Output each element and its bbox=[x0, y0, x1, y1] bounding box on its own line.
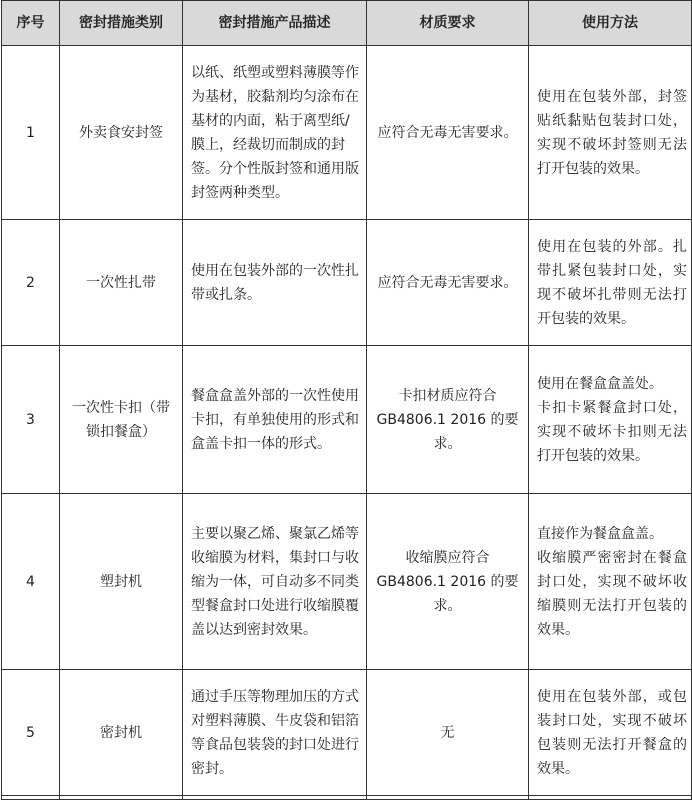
row-partial-cell bbox=[60, 796, 183, 800]
row-usage-text: 使用在包装外部，封签贴纸黏贴包装封口处，实现不破坏封签则无法打开包装的效果。 bbox=[537, 88, 687, 177]
row-usage bbox=[529, 346, 692, 494]
table-row bbox=[2, 46, 692, 220]
row-category-text: 塑封机 bbox=[100, 573, 142, 590]
row-material-text: 卡扣材质应符合GB4806.1 2016 的要求。 bbox=[376, 387, 519, 452]
row-material-text: 无 bbox=[440, 724, 455, 741]
table-row bbox=[2, 670, 692, 796]
row-description-text: 以纸、纸塑或塑料薄膜等作为基材，胶黏剂均匀涂布在基材的内面，粘于离型纸/膜上，经裁切而制成的封签。分个性版封签和通用版封签两种类型。 bbox=[191, 64, 359, 201]
row-material bbox=[367, 220, 529, 346]
header-category: 密封措施类别 bbox=[60, 1, 183, 46]
row-description bbox=[183, 220, 367, 346]
row-material-text: 收缩膜应符合GB4806.1 2016 的要求。 bbox=[376, 549, 519, 614]
row-number: 4 bbox=[2, 494, 60, 670]
row-material bbox=[367, 494, 529, 670]
row-usage bbox=[529, 220, 692, 346]
row-category bbox=[60, 670, 183, 796]
row-material bbox=[367, 670, 529, 796]
row-description-text: 使用在包装外部的一次性扎带或扎条。 bbox=[191, 262, 359, 303]
row-category-text: 一次性扎带 bbox=[86, 274, 156, 291]
header-no: 序号 bbox=[2, 1, 60, 46]
table-row bbox=[2, 346, 692, 494]
row-material-text: 应符合无毒无害要求。 bbox=[377, 274, 518, 291]
row-material-text: 应符合无毒无害要求。 bbox=[377, 124, 518, 141]
row-category bbox=[60, 220, 183, 346]
row-category-text: 一次性卡扣（带锁扣餐盒） bbox=[72, 399, 170, 440]
row-description-text: 餐盒盒盖外部的一次性使用卡扣，有单独使用的形式和盒盖卡扣一体的形式。 bbox=[191, 387, 359, 452]
row-category bbox=[60, 346, 183, 494]
row-material bbox=[367, 346, 529, 494]
header-material: 材质要求 bbox=[367, 1, 529, 46]
row-partial-cell bbox=[183, 796, 367, 800]
row-usage bbox=[529, 494, 692, 670]
row-partial-cell bbox=[529, 796, 692, 800]
row-usage-line: 卡扣卡紧餐盒封口处，实现不破坏卡扣则无法打开包装的效果。 bbox=[537, 399, 687, 464]
row-usage-text: 使用在包装的外部。扎带扎紧包装封口处，实现不破坏扎带则无法打开包装的效果。 bbox=[537, 238, 687, 327]
row-usage bbox=[529, 46, 692, 220]
row-description bbox=[183, 46, 367, 220]
row-number: 1 bbox=[2, 46, 60, 220]
table-row-partial bbox=[2, 796, 692, 800]
row-description-text: 主要以聚乙烯、聚氯乙烯等收缩膜为材料，集封口与收缩为一体，可自动多不同类型餐盒封口处进行收缩膜覆盖以达到密封效果。 bbox=[191, 525, 359, 638]
row-number: 5 bbox=[2, 670, 60, 796]
table-row bbox=[2, 220, 692, 346]
header-usage: 使用方法 bbox=[529, 1, 692, 46]
header-row bbox=[2, 1, 692, 46]
row-category bbox=[60, 494, 183, 670]
row-category-text: 密封机 bbox=[100, 724, 142, 741]
row-description bbox=[183, 494, 367, 670]
table-row bbox=[2, 494, 692, 670]
header-description: 密封措施产品描述 bbox=[183, 1, 367, 46]
row-material bbox=[367, 46, 529, 220]
row-partial-cell bbox=[367, 796, 529, 800]
row-usage-line: 收缩膜严密密封在餐盒封口处，实现不破坏收缩膜则无法打开包装的效果。 bbox=[537, 549, 687, 638]
row-category bbox=[60, 46, 183, 220]
row-number: 3 bbox=[2, 346, 60, 494]
row-description bbox=[183, 670, 367, 796]
row-description-text: 通过手压等物理加压的方式对塑料薄膜、牛皮袋和铝箔等食品包装袋的封口处进行密封。 bbox=[191, 688, 359, 777]
row-usage-line: 使用在餐盒盒盖处。 bbox=[537, 375, 663, 392]
row-number: 2 bbox=[2, 220, 60, 346]
row-description bbox=[183, 346, 367, 494]
row-usage-text: 使用在包装外部，或包装封口处，实现不破坏包装则无法打开餐盒的效果。 bbox=[537, 688, 687, 777]
row-partial-cell bbox=[2, 796, 60, 800]
sealing-measures-table bbox=[1, 0, 692, 800]
row-usage-line: 直接作为餐盒盒盖。 bbox=[537, 525, 663, 542]
row-usage bbox=[529, 670, 692, 796]
row-category-text: 外卖食安封签 bbox=[79, 124, 163, 141]
